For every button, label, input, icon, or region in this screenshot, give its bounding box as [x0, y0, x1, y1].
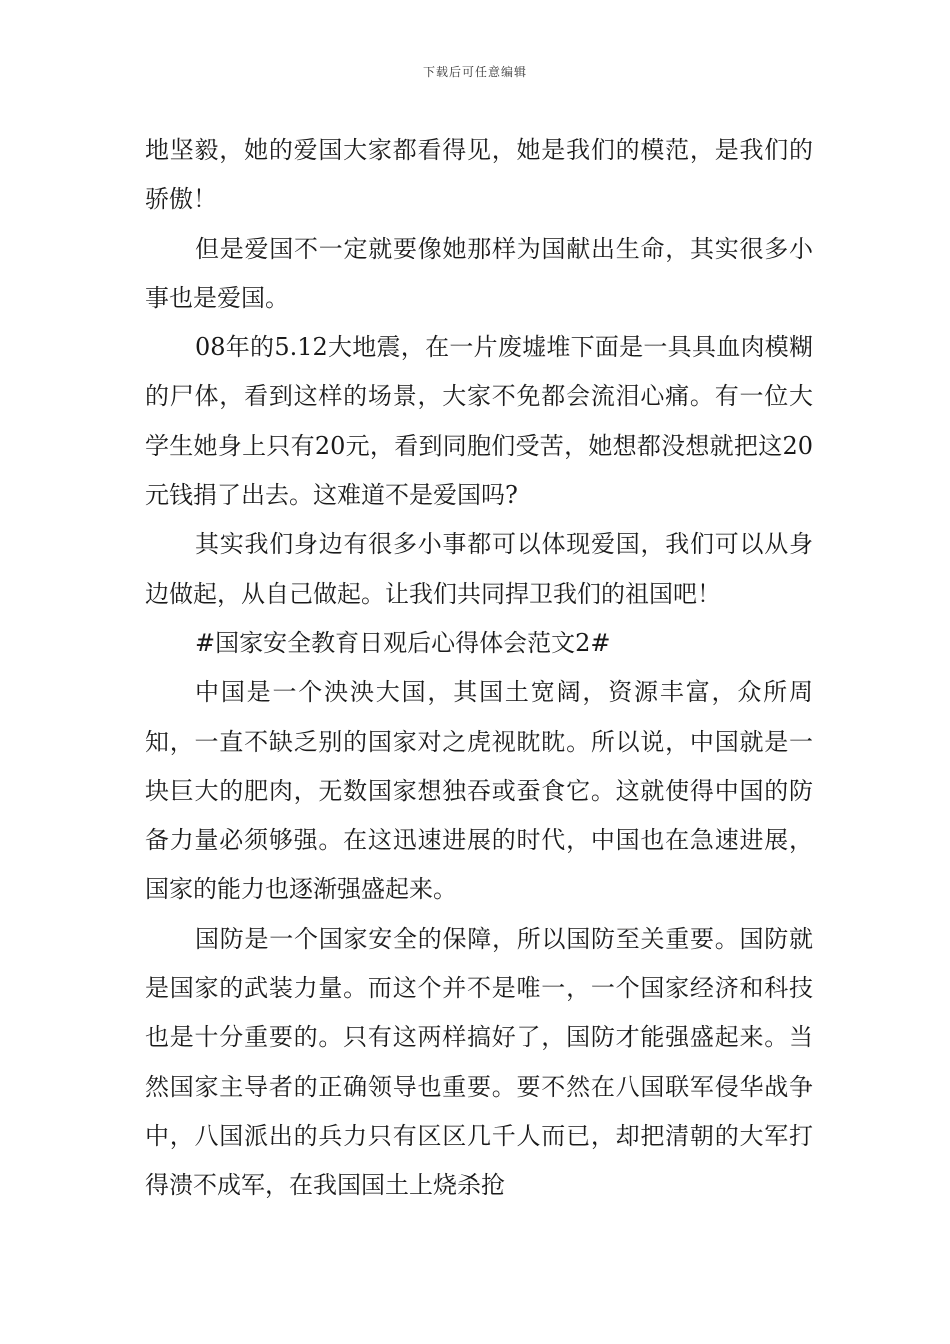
paragraph-4: 其实我们身边有很多小事都可以体现爱国，我们可以从身边做起，从自己做起。让我们共同捍卫我们的祖国吧！	[145, 530, 813, 608]
section-heading: #国家安全教育日观后心得体会范文2#	[195, 628, 611, 657]
paragraph-5: 中国是一个泱泱大国，其国土宽阔，资源丰富，众所周知，一直不缺乏别的国家对之虎视眈眈。所以说，中国就是一块巨大的肥肉，无数国家想独吞或蚕食它。这就使得中国的防备力量必须够强。在这迅速进展的时代，中国也在急速进展，国家的能力也逐渐强盛起来。	[145, 678, 813, 904]
page-header: 下载后可任意编辑	[422, 65, 527, 79]
paragraph-2: 但是爱国不一定就要像她那样为国献出生命，其实很多小事也是爱国。	[145, 234, 813, 312]
paragraph-3: 08年的5.12大地震，在一片废墟堆下面是一具具血肉模糊的尸体，看到这样的场景，大家不免都会流泪心痛。有一位大学生她身上只有20元，看到同胞们受苦，她想都没想就把这20元钱捐了出去。这难道不是爱国吗?	[145, 333, 813, 510]
document-body	[145, 126, 813, 1211]
paragraph-6: 国防是一个国家安全的保障，所以国防至关重要。国防就是国家的武装力量。而这个并不是唯一，一个国家经济和科技也是十分重要的。只有这两样搞好了，国防才能强盛起来。当然国家主导者的正确领导也重要。要不然在八国联军侵华战争中，八国派出的兵力只有区区几千人而已，却把清朝的大军打得溃不成军，在我国国土上烧杀抢	[145, 924, 813, 1200]
paragraph-1: 地坚毅，她的爱国大家都看得见，她是我们的模范，是我们的骄傲！	[145, 136, 813, 214]
